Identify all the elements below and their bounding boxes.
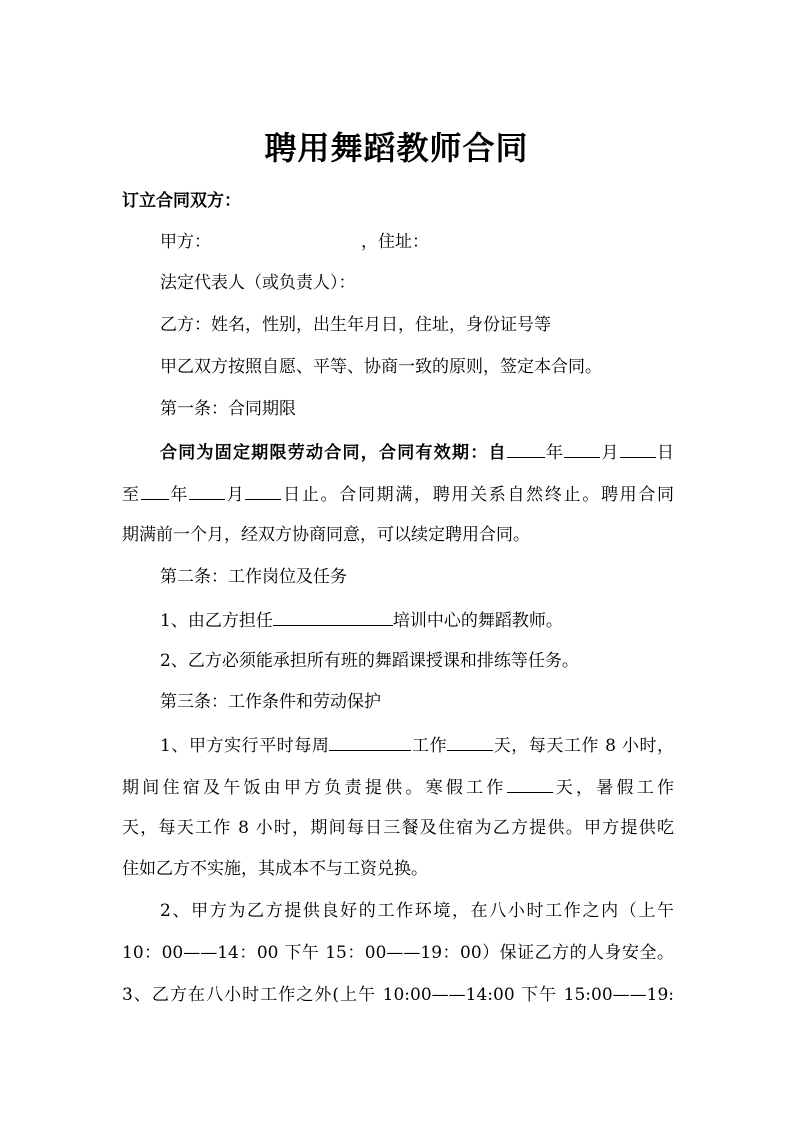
parties-heading: 订立合同双方： [122, 191, 241, 211]
daily-hours-text: 天，每天工作 8 小时， [493, 736, 675, 756]
article-1-line-3: 期满前一个月，经双方协商同意，可以续定聘用合同。 [122, 525, 530, 545]
article-3-item-1-line-1 [160, 732, 674, 758]
article-3-item-3-line-1: 3、乙方在八小时工作之外(上午 10:00——14:00 下午 15:00——19: [122, 985, 674, 1005]
term-end-text: 日止。合同期满，聘用关系自然终止。聘用合同 [281, 485, 675, 505]
legal-representative-line: 法定代表人（或负责人）： [160, 273, 356, 293]
party-b-line: 乙方：姓名，性别，出生年月日，住址，身份证号等 [160, 315, 551, 335]
end-year-blank [141, 481, 169, 500]
article-3-heading: 第三条：工作条件和劳动保护 [160, 692, 381, 712]
party-a-line [160, 230, 674, 254]
day-label: 日 [655, 443, 674, 463]
article-3-item-2-line-2: 10：00——14：00 下午 15：00——19：00）保证乙方的人身安全。 [122, 943, 674, 963]
article-1-line-1 [160, 439, 674, 465]
article-2-item-1 [160, 607, 674, 633]
start-day-blank [620, 439, 656, 458]
article-1-text: 合同为固定期限劳动合同，合同有效期：自 [160, 443, 507, 463]
summer-text: 天，暑假工作 [552, 778, 675, 798]
winter-days-blank [507, 774, 553, 793]
article-3-item-2-line-1: 2、甲方为乙方提供良好的工作环境，在八小时工作之内（上午 [160, 901, 674, 921]
weekly-blank [329, 732, 411, 751]
article-2-item-1-tail: 培训中心的舞蹈教师。 [392, 611, 563, 631]
winter-text: 期间住宿及午饭由甲方负责提供。寒假工作 [122, 778, 507, 798]
year-label: 年 [544, 443, 565, 463]
end-month-label: 月 [225, 485, 246, 505]
weekly-text: 1、甲方实行平时每周 [160, 736, 330, 756]
party-a-label: 甲方： [160, 232, 211, 252]
start-month-blank [564, 439, 600, 458]
workdays-blank [447, 732, 493, 751]
article-3-item-1-line-2 [122, 774, 674, 800]
article-1-heading: 第一条：合同期限 [160, 399, 296, 419]
article-2-item-2: 2、乙方必须能承担所有班的舞蹈课授课和排练等任务。 [160, 651, 579, 671]
end-year-label: 年 [168, 485, 190, 505]
start-year-blank [507, 439, 545, 458]
article-3-item-1-line-3: 天，每天工作 8 小时，期间每日三餐及住宿为乙方提供。甲方提供吃 [122, 818, 674, 838]
end-month-blank [189, 481, 225, 500]
article-1-line-2 [122, 481, 674, 507]
party-a-address-label: ，住址： [361, 232, 429, 252]
document-title: 聘用舞蹈教师合同 [264, 129, 529, 167]
article-2-heading: 第二条：工作岗位及任务 [160, 567, 347, 587]
article-3-item-1-line-4: 住如乙方不实施，其成本不与工资兑换。 [122, 859, 428, 879]
training-center-blank [273, 607, 393, 626]
principle-line: 甲乙双方按照自愿、平等、协商一致的原则，签定本合同。 [160, 357, 602, 377]
article-2-item-1-text: 1、由乙方担任 [160, 611, 273, 631]
work-label: 工作 [411, 736, 448, 756]
month-label: 月 [600, 443, 620, 463]
to-label: 至 [122, 485, 141, 505]
end-day-blank [245, 481, 281, 500]
